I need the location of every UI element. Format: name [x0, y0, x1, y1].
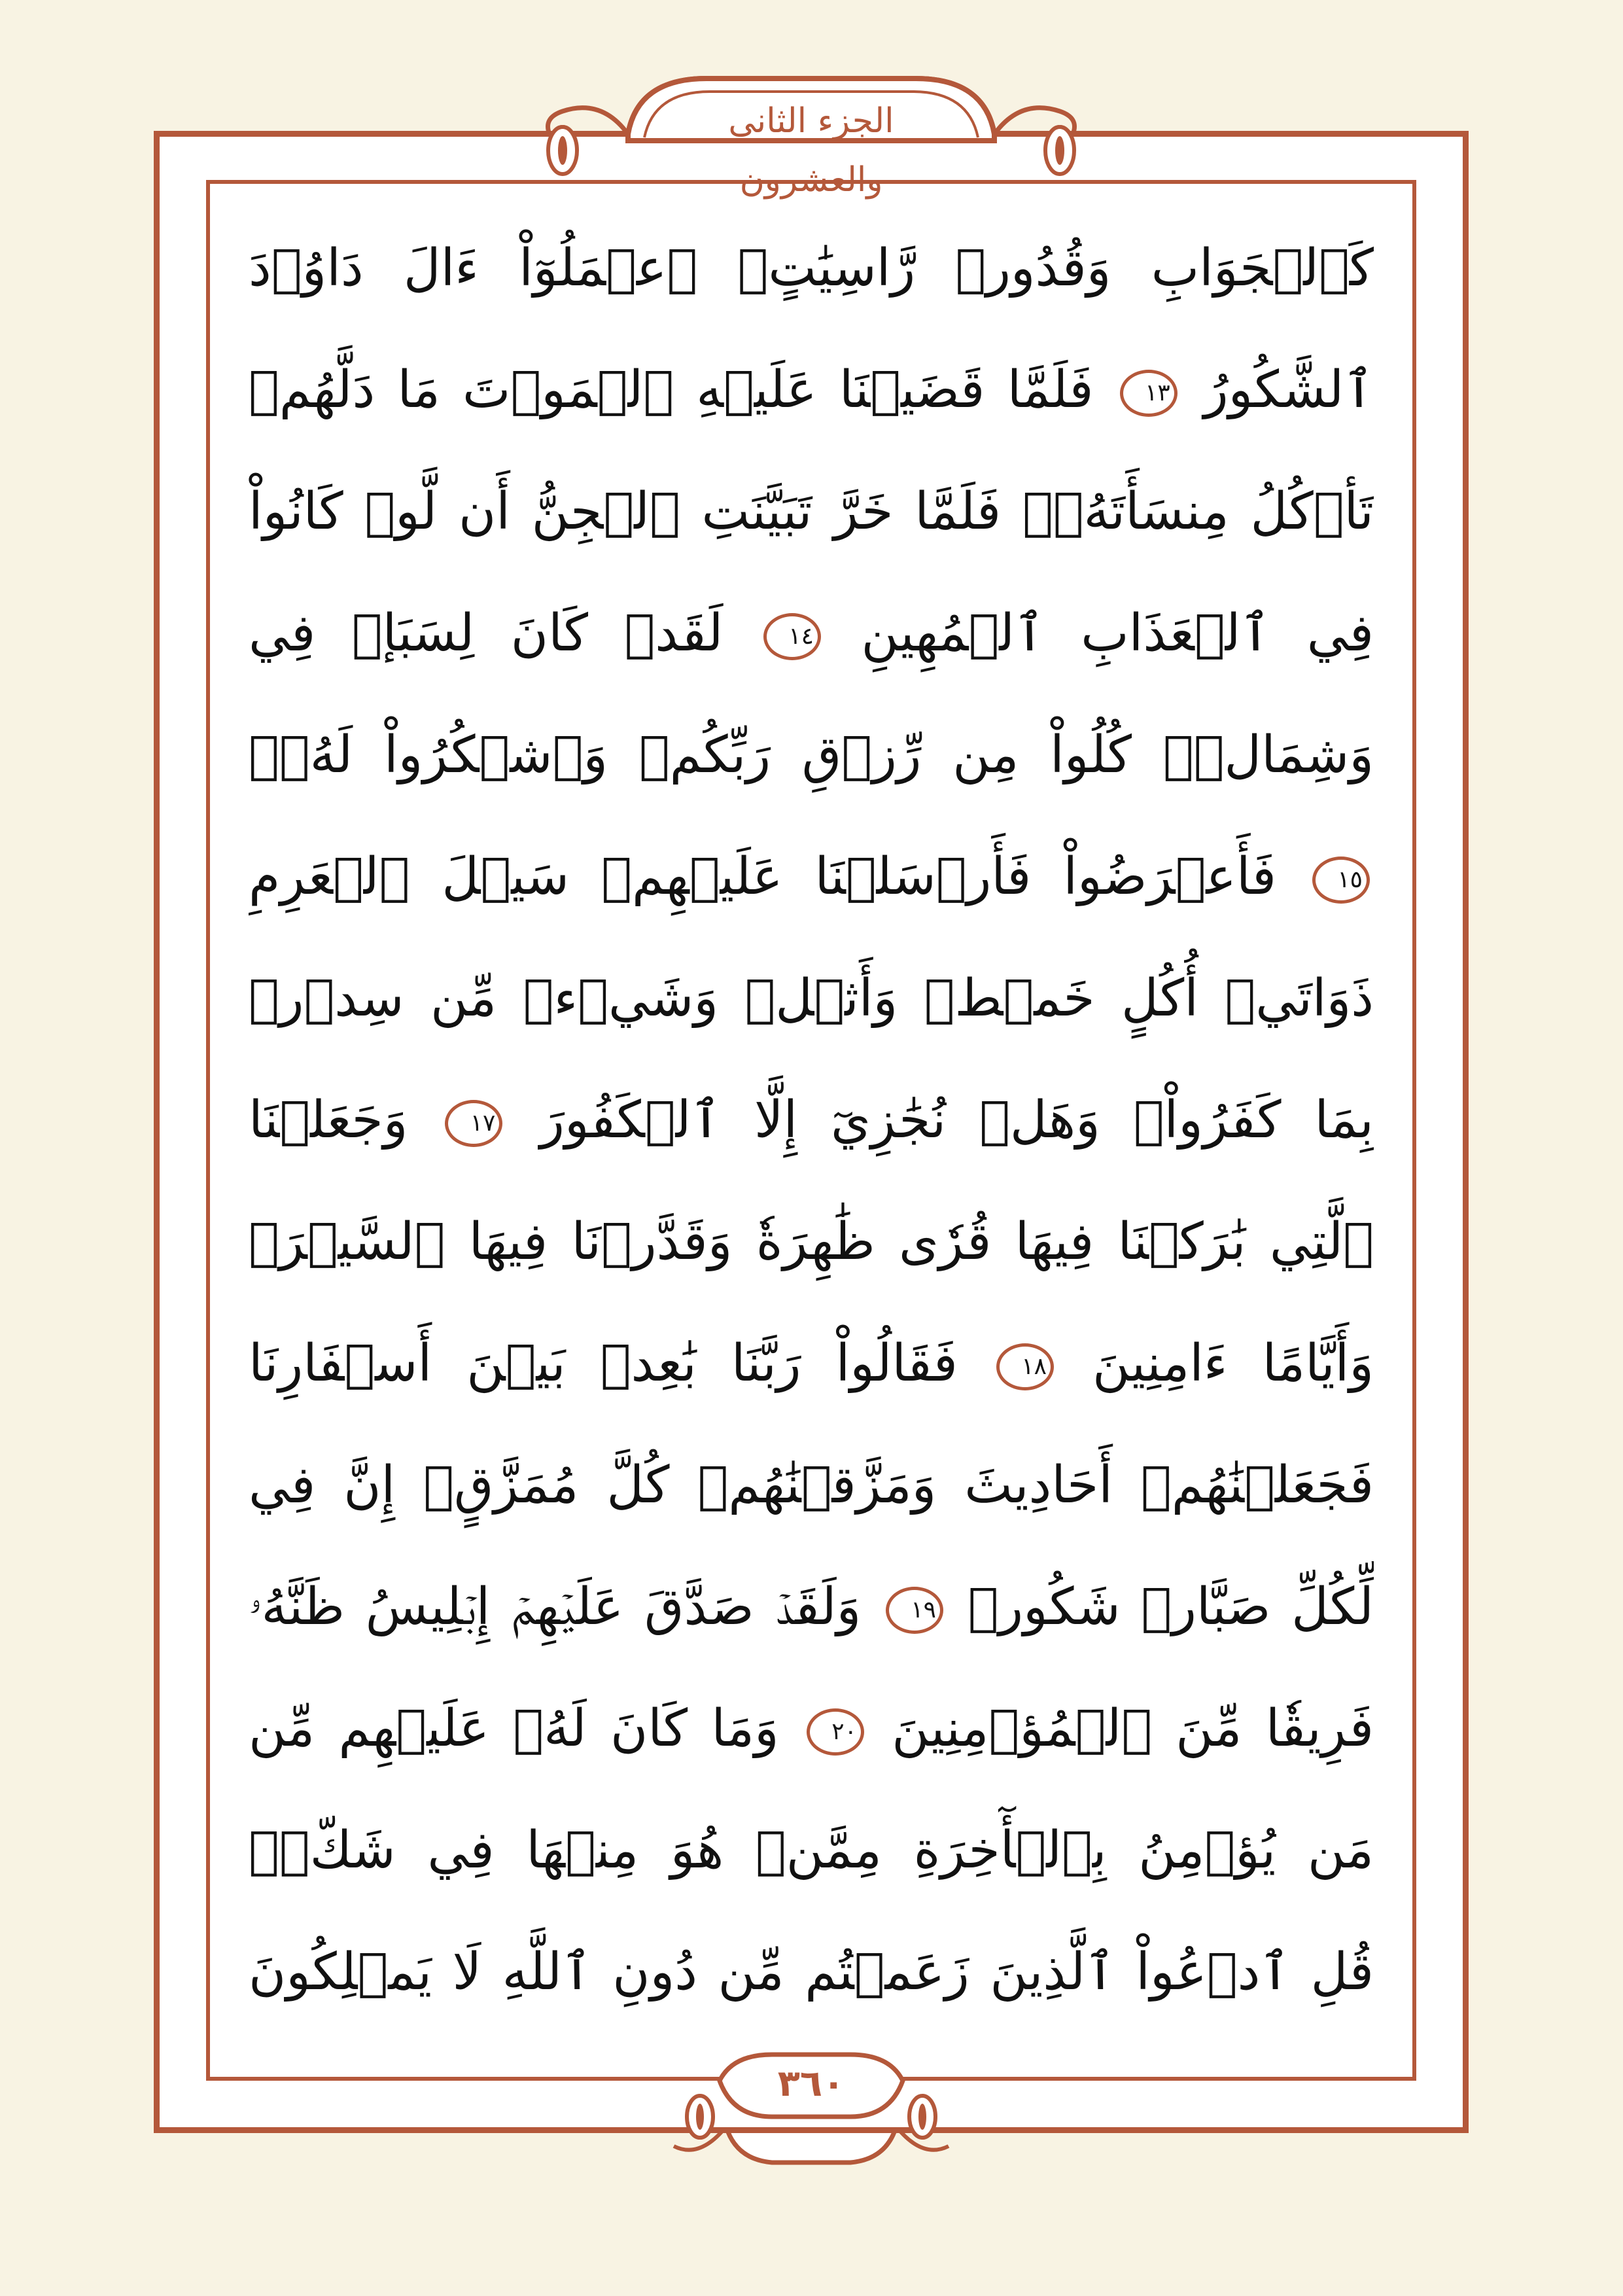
verse-text: وَلَقَدۡ صَدَّقَ عَلَيۡهِمۡ إِبۡلِيسُ ظَنَّهُۥ: [249, 1578, 862, 1636]
ayah-number-marker: ١٧: [445, 1100, 502, 1147]
ayah-number-marker: ١٩: [886, 1587, 943, 1634]
verse-line: [249, 1676, 1374, 1781]
verse-text: كَٱلۡجَوَابِ وَقُدُورٖ رَّاسِيَٰتٍۚ ٱعۡمَلُوٓاْ ءَالَ دَاوُۥدَ: [249, 239, 1374, 298]
verse-line: [249, 946, 1374, 1051]
verse-line: [249, 1311, 1374, 1416]
verse-text: فَلَمَّا قَضَيۡنَا عَلَيۡهِ ٱلۡمَوۡتَ مَا دَلَّهُمۡ: [249, 361, 1094, 419]
verse-line: [249, 1068, 1374, 1173]
verse-text: مَن يُؤۡمِنُ بِٱلۡأٓخِرَةِ مِمَّنۡ هُوَ مِنۡهَا فِي شَكّٖۗ: [249, 1821, 1374, 1880]
verse-line: [249, 824, 1374, 929]
verse-text: فَرِيقٗا مِّنَ ٱلۡمُؤۡمِنِينَ: [892, 1699, 1374, 1758]
verse-text: ٱلشَّكُورُ: [1203, 361, 1374, 419]
ayah-number-marker: ١٨: [996, 1343, 1054, 1390]
verse-line: [249, 1555, 1374, 1659]
verse-text: فَقَالُواْ رَبَّنَا بَٰعِدۡ بَيۡنَ أَسۡفَارِنَا: [249, 1334, 958, 1393]
verse-text: قُلِ ٱدۡعُواْ ٱلَّذِينَ زَعَمۡتُم مِّن دُونِ ٱللَّهِ لَا يَمۡلِكُونَ: [249, 1943, 1374, 2002]
quran-text: [249, 216, 1374, 2041]
verse-line: [249, 581, 1374, 686]
page-number: ٣٦٠: [777, 2062, 845, 2105]
verse-line: [249, 459, 1374, 564]
verse-text: وَشِمَالٖۖ كُلُواْ مِن رِّزۡقِ رَبِّكُمۡ وَٱشۡكُرُواْ لَهُۥۚ: [249, 726, 1374, 785]
verse-text: بِمَا كَفَرُواْۖ وَهَلۡ نُجَٰزِيٓ إِلَّا ٱلۡكَفُورَ: [540, 1091, 1374, 1150]
verse-text: فِي ٱلۡعَذَابِ ٱلۡمُهِينِ: [861, 604, 1374, 663]
verse-line: [249, 703, 1374, 807]
ayah-number-marker: ١٤: [763, 613, 821, 660]
verse-text: لَقَدۡ كَانَ لِسَبَإٖ فِي: [249, 604, 724, 663]
verse-line: [249, 1433, 1374, 1538]
verse-text: تَأۡكُلُ مِنسَأَتَهُۥۖ فَلَمَّا خَرَّ تَبَيَّنَتِ ٱلۡجِنُّ أَن لَّوۡ كَانُواْ: [249, 482, 1374, 541]
ayah-number-marker: ١٥: [1312, 857, 1370, 904]
verse-text: ذَوَاتَيۡ أُكُلٍ خَمۡطٖ وَأَثۡلٖ وَشَيۡءٖ مِّن سِدۡرٖ: [249, 969, 1374, 1028]
juz-title: الجزء الثاني والعشرون: [728, 101, 894, 200]
verse-text: لِّكُلِّ صَبَّارٖ شَكُورٖ: [968, 1578, 1374, 1636]
ayah-number-marker: ١٣: [1120, 370, 1178, 417]
verse-line: [249, 1798, 1374, 1903]
verse-text: فَجَعَلۡنَٰهُمۡ أَحَادِيثَ وَمَزَّقۡنَٰهُمۡ كُلَّ مُمَزَّقٍۚ إِنَّ فِي: [249, 1456, 1374, 1515]
verse-line: [249, 338, 1374, 442]
verse-text: وَأَيَّامًا ءَامِنِينَ: [1092, 1334, 1374, 1393]
verse-text: وَجَعَلۡنَا: [249, 1091, 408, 1150]
ayah-number-marker: ٢٠: [807, 1708, 864, 1756]
verse-line: [249, 1920, 1374, 2024]
verse-line: [249, 216, 1374, 321]
verse-text: وَمَا كَانَ لَهُۥ عَلَيۡهِم مِّن: [249, 1699, 779, 1758]
verse-line: [249, 1190, 1374, 1294]
verse-text: فَأَعۡرَضُواْ فَأَرۡسَلۡنَا عَلَيۡهِمۡ سَيۡلَ ٱلۡعَرِمِ: [249, 847, 1276, 906]
verse-text: ٱلَّتِي بَٰرَكۡنَا فِيهَا قُرٗى ظَٰهِرَةٗ وَقَدَّرۡنَا فِيهَا ٱلسَّيۡرَۖ: [249, 1212, 1374, 1271]
